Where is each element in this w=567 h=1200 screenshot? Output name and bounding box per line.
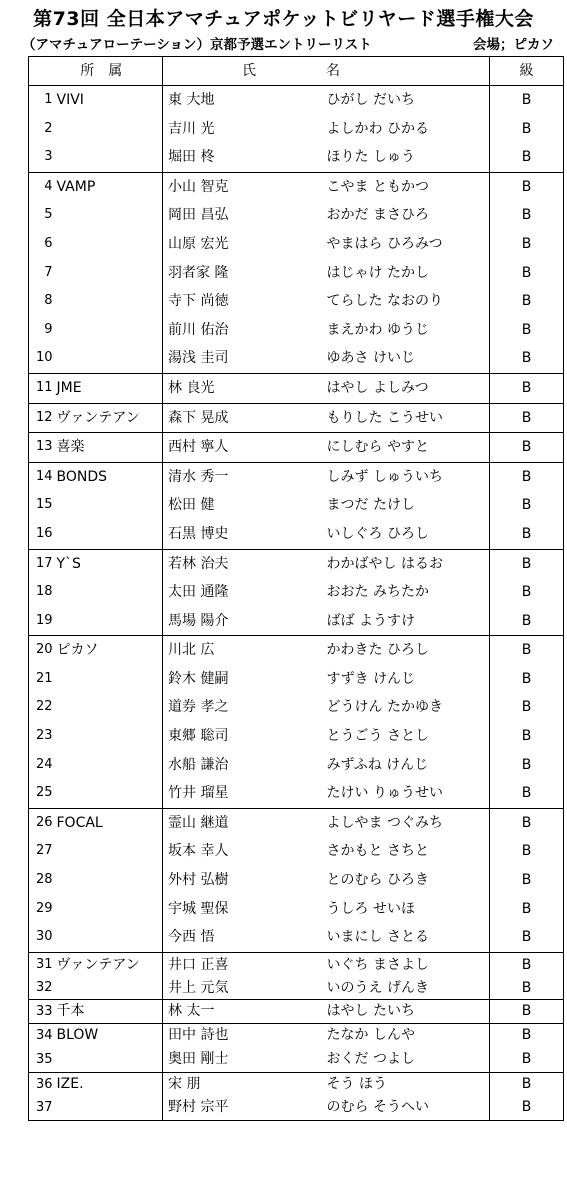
name-kana-cell: みずふね けんじ [326, 756, 429, 773]
name-kana-cell: そう ほう [326, 1072, 490, 1096]
table-row [29, 549, 564, 578]
name-kanji-cell: 岡田 昌弘 [168, 207, 229, 224]
name-kana-cell: はじゃけ たかし [326, 264, 429, 281]
name-kanji-cell: 前川 佑治 [168, 321, 229, 338]
name-kanji-cell: 東 大地 [168, 92, 215, 108]
name-kana-cell: とのむら ひろき [326, 872, 429, 889]
table-row [29, 230, 564, 259]
entry-number: 31 [29, 952, 55, 977]
entry-number: 34 [29, 1024, 55, 1048]
affiliation-cell [55, 1048, 163, 1072]
table-row [29, 837, 564, 866]
name-kanji-cell: 堀田 柊 [168, 149, 215, 166]
table-row [29, 693, 564, 722]
affiliation-cell [55, 665, 163, 694]
name-kana-cell: のむら そうへい [326, 1099, 429, 1116]
table-row [29, 143, 564, 172]
name-kana-cell: たけい りゅうせい [326, 785, 443, 802]
grade-cell: B [490, 952, 564, 977]
grade-cell: B [490, 977, 564, 1000]
header-name: 氏名 [163, 57, 490, 86]
grade-cell: B [490, 287, 564, 316]
grade-cell: B [490, 491, 564, 520]
entry-number: 25 [35, 785, 53, 801]
name-kana-cell: いしぐろ ひろし [326, 525, 429, 542]
affiliation-cell: ヴァンテアン [55, 403, 163, 433]
name-kanji-cell: 松田 健 [168, 497, 215, 514]
grade-cell: B [490, 520, 564, 549]
name-kana-cell: おかだ まさひろ [326, 207, 429, 224]
grade-cell: B [490, 115, 564, 144]
entry-number: 32 [35, 979, 53, 995]
table-row [29, 722, 564, 751]
entry-number: 28 [35, 872, 53, 888]
name-kana-cell: まえかわ ゆうじ [326, 321, 429, 338]
affiliation-cell [55, 1096, 163, 1120]
grade-cell: B [490, 433, 564, 463]
table-row [29, 977, 564, 1000]
name-kanji-cell: 太田 通隆 [168, 584, 229, 601]
table-row [29, 751, 564, 780]
grade-cell: B [490, 808, 564, 837]
grade-cell: B [490, 172, 564, 201]
name-kana-cell: すずき けんじ [326, 670, 416, 687]
name-kana-cell: ゆあさ けいじ [326, 350, 415, 367]
name-kanji-cell: 吉川 光 [168, 120, 215, 137]
entry-number: 36 [29, 1072, 55, 1096]
grade-cell: B [490, 837, 564, 866]
entry-number: 7 [44, 264, 53, 280]
entry-number: 21 [35, 670, 53, 686]
name-kana-cell: おくだ つよし [326, 1051, 415, 1067]
name-kana-cell: とうごう さとし [326, 728, 429, 745]
name-kana-cell: いまにし さとる [326, 929, 429, 946]
name-kanji-cell: 馬場 陽介 [168, 612, 229, 629]
entry-number: 29 [35, 900, 53, 916]
name-kana-cell: どうけん たかゆき [326, 699, 443, 716]
affiliation-cell [55, 287, 163, 316]
entry-number: 9 [44, 321, 53, 337]
entry-number: 33 [29, 999, 55, 1024]
table-header-row [29, 57, 564, 86]
name-kana-cell: にしむら やすと [326, 433, 490, 463]
name-kana-cell: はやし たいち [326, 999, 490, 1024]
entry-number: 35 [35, 1052, 53, 1067]
grade-cell: B [490, 636, 564, 665]
grade-cell: B [490, 722, 564, 751]
name-kanji-cell: 東郷 聡司 [168, 728, 229, 745]
grade-cell: B [490, 1048, 564, 1072]
grade-cell: B [490, 607, 564, 636]
name-kanji-cell: 宇城 聖保 [168, 900, 229, 917]
table-row [29, 403, 564, 433]
grade-cell: B [490, 578, 564, 607]
subtitle-text: （アマチュアローテーション）京都予選エントリーリスト [22, 37, 372, 53]
name-kanji-cell: 霊山 継道 [163, 808, 326, 837]
grade-cell: B [490, 866, 564, 895]
grade-cell: B [490, 230, 564, 259]
entry-number: 37 [35, 1100, 53, 1116]
name-kanji-cell: 湯浅 圭司 [168, 350, 229, 367]
entry-number: 8 [44, 293, 53, 309]
affiliation-cell [55, 230, 163, 259]
header-grade: 級 [490, 57, 564, 86]
name-kanji-cell: 小山 智克 [163, 172, 326, 201]
affiliation-cell [55, 751, 163, 780]
entry-number: 5 [44, 207, 53, 223]
table-row [29, 665, 564, 694]
name-kanji-cell: 林 太一 [163, 999, 326, 1024]
affiliation-cell: ピカソ [55, 636, 163, 665]
name-kana-cell: てらした なおのり [326, 293, 443, 310]
grade-cell: B [490, 316, 564, 345]
grade-cell: B [490, 549, 564, 578]
header-affiliation: 所属 [55, 57, 163, 86]
name-kanji-cell: 宋 朋 [163, 1072, 326, 1096]
affiliation-cell: 喜楽 [55, 433, 163, 463]
affiliation-cell: VAMP [55, 172, 163, 201]
name-kana-cell: よしやま つぐみち [326, 808, 490, 837]
grade-cell: B [490, 999, 564, 1024]
name-kanji-cell: 井口 正喜 [163, 952, 326, 977]
name-kanji-cell: 寺下 尚徳 [168, 293, 229, 310]
entry-number: 2 [44, 120, 53, 136]
entry-number: 4 [29, 172, 55, 201]
affiliation-cell [55, 344, 163, 373]
affiliation-cell [55, 722, 163, 751]
entry-number: 11 [29, 373, 55, 403]
affiliation-cell: BONDS [55, 462, 163, 491]
entry-number: 27 [35, 843, 53, 859]
name-kanji-cell: 山原 宏光 [168, 235, 229, 252]
table-row [29, 808, 564, 837]
entry-number: 30 [35, 929, 53, 945]
grade-cell: B [490, 259, 564, 288]
table-row [29, 287, 564, 316]
table-row [29, 462, 564, 491]
grade-cell: B [490, 373, 564, 403]
name-kanji-cell: 石黒 博史 [168, 525, 229, 542]
name-kana-cell: いぐち まさよし [326, 952, 490, 977]
name-kana-cell: かわきた ひろし [326, 636, 490, 665]
entry-number: 16 [35, 525, 53, 541]
name-kana-cell: いのうえ げんき [326, 979, 429, 996]
table-row [29, 373, 564, 403]
affiliation-cell: ヴァンテアン [55, 952, 163, 977]
grade-cell: B [490, 895, 564, 924]
affiliation-cell [55, 201, 163, 230]
entry-table [28, 56, 564, 1121]
affiliation-cell [55, 115, 163, 144]
venue-label: 会場；ピカソ [473, 37, 554, 53]
entry-number: 18 [35, 584, 53, 600]
name-kanji-cell: 水船 謙治 [168, 756, 229, 773]
table-row [29, 1096, 564, 1120]
grade-cell: B [490, 1072, 564, 1096]
name-kana-cell: ばば ようすけ [326, 612, 415, 629]
name-kanji-cell: 鈴木 健嗣 [168, 670, 229, 687]
table-row [29, 201, 564, 230]
affiliation-cell [55, 520, 163, 549]
table-row [29, 895, 564, 924]
table-row [29, 866, 564, 895]
name-kanji-cell: 竹井 瑠星 [168, 785, 229, 802]
entry-number: 10 [35, 350, 53, 366]
name-kanji-cell: 林 良光 [163, 373, 326, 403]
affiliation-cell [55, 259, 163, 288]
grade-cell: B [490, 403, 564, 433]
grade-cell: B [490, 751, 564, 780]
name-kanji-cell: 野村 宗平 [168, 1099, 229, 1116]
table-row [29, 344, 564, 373]
entry-number: 15 [35, 497, 53, 513]
name-kanji-cell: 外村 弘樹 [168, 872, 229, 889]
table-row [29, 115, 564, 144]
entry-number: 6 [44, 235, 53, 251]
table-row [29, 1072, 564, 1096]
name-kanji-cell: 若林 治夫 [163, 549, 326, 578]
affiliation-cell: 千本 [55, 999, 163, 1024]
table-row [29, 316, 564, 345]
affiliation-cell: BLOW [55, 1024, 163, 1048]
affiliation-cell [55, 923, 163, 952]
grade-cell: B [490, 693, 564, 722]
name-kanji-cell: 西村 寧人 [163, 433, 326, 463]
name-kana-cell: わかばやし はるお [326, 549, 490, 578]
affiliation-cell [55, 895, 163, 924]
document-title: 第73回 全日本アマチュアポケットビリヤード選手権大会 [33, 8, 534, 30]
name-kana-cell: ひがし だいち [326, 92, 415, 108]
header-number [29, 57, 55, 86]
grade-cell: B [490, 462, 564, 491]
table-body [29, 86, 564, 1121]
affiliation-cell [55, 779, 163, 808]
name-kana-cell: やまはら ひろみつ [326, 235, 443, 252]
grade-cell: B [490, 1024, 564, 1048]
table-row [29, 1048, 564, 1072]
entry-number: 23 [35, 728, 53, 744]
entry-number: 13 [29, 433, 55, 463]
entry-number: 3 [44, 149, 53, 165]
grade-cell: B [490, 923, 564, 952]
affiliation-cell [55, 837, 163, 866]
entry-number: 14 [29, 462, 55, 491]
name-kanji-cell: 井上 元気 [168, 979, 229, 996]
name-kana-cell: しみず しゅういち [326, 462, 490, 491]
document-subtitle [22, 33, 562, 53]
affiliation-cell [55, 866, 163, 895]
name-kanji-cell: 羽者家 隆 [168, 264, 229, 281]
grade-cell: B [490, 143, 564, 172]
entry-number: 24 [35, 756, 53, 772]
table-row [29, 259, 564, 288]
table-row [29, 607, 564, 636]
name-kana-cell: たなか しんや [326, 1024, 490, 1048]
grade-cell: B [490, 1096, 564, 1120]
grade-cell: B [490, 665, 564, 694]
affiliation-cell: IZE. [55, 1072, 163, 1096]
entry-number: 12 [29, 403, 55, 433]
affiliation-cell: VIVI [55, 86, 163, 115]
table-row [29, 923, 564, 952]
table-row [29, 1024, 564, 1048]
name-kana-cell: はやし よしみつ [326, 373, 490, 403]
name-kanji-cell: 清水 秀一 [163, 462, 326, 491]
name-kanji-cell: 道券 孝之 [168, 699, 229, 716]
table-row [29, 636, 564, 665]
grade-cell: B [490, 201, 564, 230]
name-kanji-cell: 奥田 剛士 [168, 1051, 229, 1067]
table-row [29, 952, 564, 977]
grade-cell: B [490, 779, 564, 808]
name-kana-cell: もりした こうせい [326, 403, 490, 433]
table-row [29, 779, 564, 808]
affiliation-cell [55, 693, 163, 722]
name-kanji-cell: 田中 詩也 [163, 1024, 326, 1048]
affiliation-cell [55, 578, 163, 607]
table-row [29, 491, 564, 520]
name-kanji-cell: 森下 晃成 [163, 403, 326, 433]
table-row [29, 86, 564, 115]
grade-cell: B [490, 86, 564, 115]
table-row [29, 172, 564, 201]
affiliation-cell [55, 977, 163, 1000]
entry-number: 17 [29, 549, 55, 578]
table-row [29, 999, 564, 1024]
name-kana-cell: こやま ともかつ [326, 172, 490, 201]
name-kana-cell: おおた みちたか [326, 584, 429, 601]
entry-number: 19 [35, 612, 53, 628]
affiliation-cell [55, 491, 163, 520]
entry-number: 26 [29, 808, 55, 837]
affiliation-cell: FOCAL [55, 808, 163, 837]
grade-cell: B [490, 344, 564, 373]
entry-number: 1 [44, 92, 53, 107]
name-kanji-cell: 今西 悟 [168, 929, 215, 946]
affiliation-cell [55, 316, 163, 345]
table-row [29, 433, 564, 463]
entry-number: 22 [35, 699, 53, 715]
name-kana-cell: まつだ たけし [326, 497, 415, 514]
affiliation-cell [55, 143, 163, 172]
table-row [29, 578, 564, 607]
name-kana-cell: さかもと さちと [326, 843, 429, 860]
affiliation-cell: Y`S [55, 549, 163, 578]
name-kana-cell: うしろ せいほ [326, 900, 415, 917]
name-kanji-cell: 坂本 幸人 [168, 843, 229, 860]
affiliation-cell: JME [55, 373, 163, 403]
table-row [29, 520, 564, 549]
name-kana-cell: ほりた しゅう [326, 149, 415, 166]
entry-number: 20 [29, 636, 55, 665]
affiliation-cell [55, 607, 163, 636]
name-kanji-cell: 川北 広 [163, 636, 326, 665]
name-kana-cell: よしかわ ひかる [326, 120, 429, 137]
